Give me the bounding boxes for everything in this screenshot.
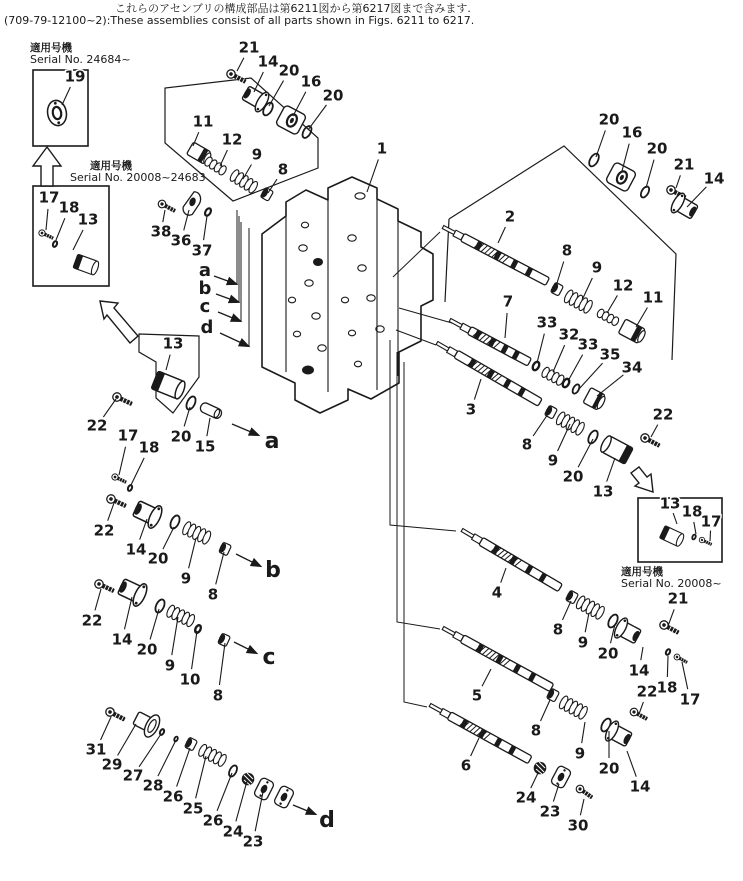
part-number-label: 30	[567, 816, 589, 835]
inset-mid-caption-jp: 適用号機	[90, 160, 132, 172]
detent-knob-icon	[534, 762, 547, 775]
part-number-label: 13	[162, 334, 184, 353]
bolt-icon	[104, 706, 126, 723]
leader-line	[184, 407, 190, 426]
part-number-label: 8	[561, 241, 573, 260]
spool-icon	[428, 701, 532, 763]
washer-icon	[52, 240, 58, 247]
leader-line	[150, 609, 159, 639]
leader-line	[636, 307, 647, 327]
o-ring-icon	[587, 152, 601, 168]
plug-icon	[618, 319, 647, 345]
valve-body-dark-port	[302, 366, 314, 375]
part-number-label: 17	[38, 188, 60, 207]
leader-line	[103, 399, 116, 417]
section-arrow-icon	[220, 333, 248, 346]
inset-top-caption-jp: 適用号機	[30, 42, 72, 54]
part-number-label: 11	[192, 112, 214, 131]
bracket-icon	[181, 190, 203, 218]
inset-right-serial: Serial No. 20008~	[621, 577, 722, 590]
leader-line	[189, 538, 196, 568]
leader-line	[596, 130, 605, 157]
cover-cap-icon	[659, 526, 685, 548]
section-letter-label: c	[262, 645, 276, 670]
leader-line	[607, 458, 615, 482]
cover-cap-icon	[73, 254, 100, 276]
part-number-label: 9	[164, 656, 176, 675]
leader-line	[505, 313, 507, 338]
part-number-label: 20	[170, 427, 192, 446]
o-ring-icon	[185, 395, 198, 411]
leader-line	[607, 295, 617, 313]
leader-line	[710, 531, 711, 541]
detent-plate-icon	[273, 785, 295, 809]
leader-line	[639, 702, 643, 714]
spring-seat-icon	[550, 282, 564, 296]
part-number-label: 17	[700, 512, 722, 531]
washer-icon	[531, 361, 540, 372]
gasket-plate-icon	[46, 99, 69, 127]
section-letter-label: b	[198, 278, 212, 299]
part-number-label: 13	[77, 210, 99, 229]
leader-line	[537, 334, 544, 363]
part-number-label: 34	[621, 358, 643, 377]
spool-icon	[441, 624, 554, 691]
o-ring-icon	[154, 598, 167, 614]
section-arrow-icon	[214, 276, 236, 284]
bolt-icon	[639, 432, 661, 449]
leader-line	[101, 717, 111, 740]
leader-line	[131, 458, 144, 485]
part-number-label: 14	[703, 169, 725, 188]
spring-icon	[555, 411, 586, 437]
cap-flanged-icon	[239, 83, 271, 114]
leader-line	[501, 568, 506, 583]
section-arrow-icon	[218, 312, 240, 321]
section-arrow-icon	[232, 424, 258, 435]
section-letter-label: a	[198, 260, 212, 281]
down-right-arrow-icon	[631, 467, 653, 492]
leader-line	[220, 150, 227, 166]
bolt-icon	[111, 391, 133, 407]
bolt-icon	[157, 199, 177, 214]
part-number-label: 27	[122, 766, 144, 785]
bolt-icon	[629, 707, 649, 722]
part-number-label: 18	[681, 502, 703, 521]
spring-icon	[181, 521, 212, 546]
leader-line	[192, 631, 197, 669]
leader-line	[557, 261, 564, 283]
part-number-label: 9	[577, 633, 589, 652]
part-number-label: 25	[182, 799, 204, 818]
leader-line	[578, 439, 593, 467]
cap-flanged-icon	[130, 497, 164, 530]
part-number-label: 32	[558, 325, 580, 344]
inset-mid-serial: Serial No. 20008~24683	[70, 171, 206, 184]
leader-line	[568, 355, 583, 381]
spring-icon	[203, 156, 227, 176]
part-number-label: 24	[515, 788, 537, 807]
spring-icon	[558, 695, 589, 721]
part-number-label: 14	[111, 630, 133, 649]
part-number-label: 33	[577, 335, 599, 354]
part-number-label: 21	[667, 589, 689, 608]
leader-line	[207, 418, 210, 436]
part-number-label: 37	[191, 241, 213, 260]
part-number-label: 9	[180, 569, 192, 588]
part-number-label: 8	[207, 585, 219, 604]
part-number-label: 8	[552, 620, 564, 639]
part-number-label: 22	[93, 521, 115, 540]
spring-seat-icon	[565, 590, 579, 604]
section-letter-label: d	[200, 317, 214, 338]
cap-flanged-icon	[669, 191, 701, 222]
part-number-label: 10	[179, 670, 201, 689]
part-number-label: 17	[679, 690, 701, 709]
valve-body-dark-port	[313, 258, 323, 266]
part-number-label: 28	[142, 776, 164, 795]
section-letter-label: a	[264, 429, 280, 454]
leader-line	[217, 773, 232, 811]
leader-line	[140, 519, 147, 540]
leader-line	[687, 187, 706, 207]
cap-flanged-icon	[115, 575, 149, 608]
leader-line	[667, 656, 668, 677]
bolt-icon	[673, 653, 689, 665]
leader-line	[562, 601, 571, 620]
leader-line	[139, 734, 161, 767]
part-number-label: 13	[592, 482, 614, 501]
detent-knob-icon	[242, 773, 255, 786]
section-letter-label: b	[265, 558, 281, 583]
leader-line	[471, 738, 479, 756]
part-number-label: 22	[636, 682, 658, 701]
spool-icon	[460, 526, 563, 591]
washer-icon	[127, 484, 133, 491]
leader-line	[269, 81, 284, 106]
spring-icon	[563, 289, 594, 315]
washer-icon	[204, 207, 212, 216]
leader-line	[627, 751, 636, 777]
part-number-label: 14	[125, 540, 147, 559]
part-number-label: 8	[277, 160, 289, 179]
part-number-label: 9	[251, 145, 263, 164]
leader-line	[668, 609, 674, 626]
part-number-label: 22	[86, 416, 108, 435]
leader-line	[237, 58, 244, 71]
pin-icon	[199, 401, 223, 419]
cap-flanged-icon	[603, 719, 635, 750]
part-number-label: 11	[642, 288, 664, 307]
part-number-label: 16	[621, 123, 643, 142]
leader-line	[531, 773, 538, 788]
part-number-label: 14	[628, 661, 650, 680]
leader-line	[498, 227, 505, 243]
part-number-label: 33	[536, 313, 558, 332]
part-number-label: 21	[673, 155, 695, 174]
leader-line	[172, 617, 178, 655]
part-number-label: 5	[471, 686, 483, 705]
part-number-label: 17	[117, 426, 139, 445]
spring-icon	[229, 168, 260, 194]
part-number-label: 23	[242, 832, 264, 851]
spring-seat-icon	[260, 187, 274, 201]
spring-seat-icon	[218, 542, 232, 556]
leader-line	[641, 647, 643, 660]
part-number-label: 6	[460, 756, 472, 775]
part-number-label: 18	[138, 438, 160, 457]
washer-icon	[159, 728, 165, 735]
leader-line	[533, 414, 548, 436]
leader-line	[597, 375, 623, 396]
section-letter-label: d	[319, 808, 335, 833]
valve-body	[262, 177, 433, 413]
leader-line	[46, 209, 48, 230]
leader-line	[585, 613, 589, 632]
leader-line	[583, 278, 592, 298]
bolt-icon	[575, 784, 595, 801]
inset-right-caption-jp: 適用号機	[621, 566, 663, 578]
cap-round-flange-icon	[131, 707, 163, 739]
part-number-label: 8	[212, 686, 224, 705]
leader-line	[582, 722, 585, 743]
part-number-label: 14	[257, 52, 279, 71]
spool-icon	[441, 223, 550, 285]
part-number-label: 20	[562, 467, 584, 486]
part-number-label: 15	[194, 437, 216, 456]
part-number-label: 8	[521, 435, 533, 454]
section-letter-label: c	[199, 296, 211, 317]
part-number-label: 16	[300, 72, 322, 91]
block-icon	[605, 162, 637, 193]
part-number-label: 1	[376, 139, 388, 158]
washer-icon	[194, 624, 202, 633]
part-number-label: 26	[202, 811, 224, 830]
leader-line	[482, 669, 491, 686]
part-number-label: 20	[278, 61, 300, 80]
leader-line	[673, 513, 677, 524]
part-number-label: 4	[491, 583, 503, 602]
part-number-label: 12	[221, 130, 243, 149]
leader-line	[119, 447, 126, 475]
part-number-label: 36	[170, 231, 192, 250]
part-number-label: 18	[58, 198, 80, 217]
leader-line	[204, 216, 207, 240]
section-lines	[237, 210, 456, 707]
leader-line	[108, 503, 114, 521]
part-number-label: 9	[591, 258, 603, 277]
spool-icon	[435, 339, 542, 406]
o-ring-icon	[301, 125, 314, 140]
leader-line	[124, 597, 132, 629]
leader-line	[308, 105, 326, 130]
bolt-icon	[105, 493, 127, 509]
leader-line	[166, 355, 170, 370]
part-number-label: 22	[652, 405, 674, 424]
bolt-icon	[38, 229, 55, 241]
leader-line	[73, 230, 83, 250]
up-left-arrow-icon	[100, 301, 138, 343]
part-number-label: 21	[238, 38, 260, 57]
washer-icon	[692, 534, 697, 540]
part-number-label: 23	[539, 802, 561, 821]
leader-line	[553, 784, 559, 802]
part-number-label: 14	[629, 777, 651, 796]
leader-line	[694, 522, 696, 534]
part-number-label: 20	[598, 110, 620, 129]
part-number-label: 31	[85, 740, 107, 759]
leader-line	[196, 756, 206, 798]
part-number-label: 38	[150, 222, 172, 241]
section-arrow-icon	[236, 554, 260, 566]
spring-seat-icon	[217, 633, 231, 647]
part-number-label: 22	[81, 611, 103, 630]
part-number-label: 7	[502, 292, 514, 311]
leader-line	[219, 643, 225, 685]
leader-line	[474, 379, 481, 400]
spring-icon	[575, 595, 606, 621]
o-ring-icon	[639, 185, 651, 199]
part-number-label: 20	[646, 139, 668, 158]
leader-line	[553, 345, 565, 372]
part-number-label: 26	[162, 787, 184, 806]
leader-line	[56, 218, 65, 240]
part-number-label: 2	[504, 207, 516, 226]
section-arrow-icon	[216, 294, 238, 302]
part-number-label: 20	[322, 86, 344, 105]
up-arrow-icon	[33, 147, 61, 186]
part-number-label: 19	[64, 67, 86, 86]
bolt-icon	[225, 68, 247, 85]
part-number-label: 18	[656, 678, 678, 697]
header-note-english: (709-79-12100~2):These assemblies consist of all parts shown in Figs. 6211 to 6217.	[4, 14, 475, 27]
leader-line	[579, 363, 603, 389]
leader-line	[541, 700, 550, 721]
part-number-label: 20	[136, 640, 158, 659]
leader-line	[216, 552, 224, 584]
washer-icon	[665, 648, 671, 655]
part-number-label: 9	[574, 744, 586, 763]
leader-line	[163, 527, 174, 549]
valve-body-ports	[288, 193, 384, 367]
leader-line	[558, 424, 570, 451]
cover-cap-icon	[599, 434, 633, 464]
leader-line	[682, 662, 688, 689]
part-number-label: 20	[597, 644, 619, 663]
part-number-label: 8	[530, 721, 542, 740]
spring-icon	[165, 604, 196, 628]
part-number-label: 3	[465, 400, 477, 419]
leader-line	[158, 740, 176, 776]
spring-icon	[197, 743, 228, 767]
section-arrow-icon	[293, 805, 315, 814]
part-number-label: 12	[612, 276, 634, 295]
part-number-label: 24	[222, 822, 244, 841]
o-ring-icon	[169, 514, 182, 530]
leader-line	[163, 210, 165, 222]
leader-line	[118, 724, 136, 756]
leader-line	[646, 160, 654, 188]
leader-line	[580, 799, 584, 815]
header-note-japanese: これらのアセンブリの構成部品は第6211図から第6217図まで含みます.	[115, 2, 471, 15]
o-ring-icon	[586, 429, 599, 445]
leader-line	[95, 589, 101, 610]
inset-top-serial: Serial No. 24684~	[30, 53, 131, 66]
leader-line	[177, 748, 190, 787]
block-icon	[275, 105, 307, 136]
detent-plate-icon	[253, 777, 275, 801]
part-number-label: 29	[101, 755, 123, 774]
leader-line	[236, 781, 247, 821]
part-number-label: 13	[659, 494, 681, 513]
leader-line	[651, 425, 658, 437]
bolt-icon	[93, 578, 115, 594]
detent-plate-icon	[550, 765, 572, 789]
part-number-label: 9	[547, 451, 559, 470]
leader-line	[676, 175, 680, 188]
part-number-label: 20	[147, 549, 169, 568]
spring-seat-icon	[184, 737, 198, 751]
part-number-label: 20	[598, 759, 620, 778]
part-number-label: 35	[599, 345, 621, 364]
leader-line	[62, 87, 70, 105]
section-arrow-icon	[234, 642, 256, 653]
o-ring-icon	[227, 764, 238, 778]
